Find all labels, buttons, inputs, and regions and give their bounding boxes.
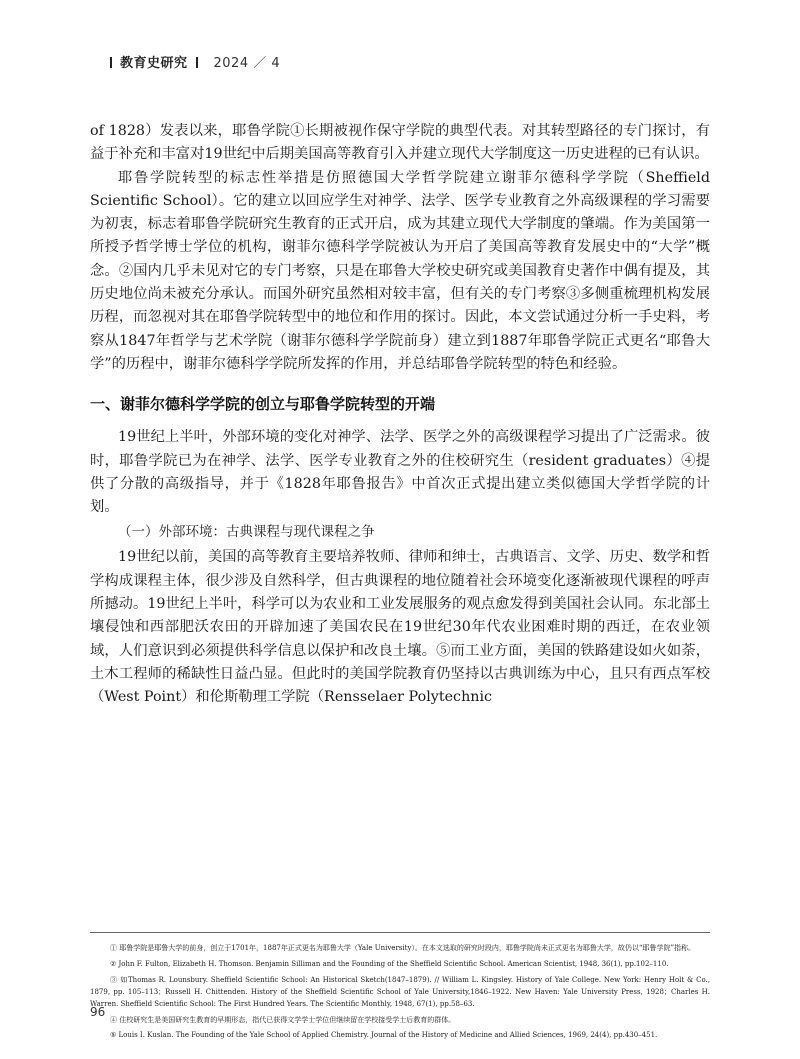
divider-bar [110,57,112,68]
paragraph: 19世纪上半叶，外部环境的变化对神学、法学、医学之外的高级课程学习提出了广泛需求。彼时，耶鲁学院已为在神学、法学、医学专业教育之外的住校研究生（resident graduates）④提供了分散的高级指导，并于《1828年耶鲁报告》中首次正式提出建立类似德国大学哲学院的计划。 [90,429,710,516]
footnote: ⑤ Louis I. Kuslan. The Founding of the Yale School of Applied Chemistry. Journal of the History of Medicine and Allied Sciences, 1969, 24(4), pp.430–451. [110,1031,658,1040]
footnote-rule [90,932,710,933]
main-text [90,120,710,710]
issue-number: 2024 ／ 4 [213,56,281,71]
divider-bar [196,57,198,68]
paragraph: 耶鲁学院转型的标志性举措是仿照德国大学哲学院建立谢菲尔德科学学院（Sheffield Scientific School）。它的建立以回应学生对神学、法学、医学专业教育之外高级课程的学习需要为初衷，标志着耶鲁学院研究生教育的正式开启，成为其建立现代大学制度的肇端。作为美国第一所授予哲学博士学位的机构，谢菲尔德科学学院被认为开启了美国高等教育发展史中的“大学”概念。②国内几乎未见对它的专门考察，只是在耶鲁大学校史研究或美国教育史著作中偶有提及，其历史地位尚未被充分承认。而国外研究虽然相对较丰富，但有关的专门考察③多侧重梳理机构发展历程，而忽视对其在耶鲁学院转型中的地位和作用的探讨。因此，本文尝试通过分析一手史料，考察从1847年哲学与艺术学院（谢菲尔德科学学院前身）建立到1887年耶鲁学院正式更名“耶鲁大学”的历程中，谢菲尔德科学学院所发挥的作用，并总结耶鲁学院转型的特色和经验。 [90,169,710,372]
paragraph: of 1828）发表以来，耶鲁学院①长期被视作保守学院的典型代表。对其转型路径的专门探讨，有益于补充和丰富对19世纪中后期美国高等教育引入并建立现代大学制度这一历史进程的已有认识。 [90,123,710,163]
journal-name: 教育史研究 [120,56,188,71]
footnote: ② John F. Fulton, Elizabeth H. Thomson. Benjamin Silliman and the Founding of the Sheffield Scientific School. American Scientist, 1948, 36(1), pp.102–110. [110,959,669,968]
page-number: 96 [90,1005,106,1019]
section-heading: 一、谢菲尔德科学学院的创立与耶鲁学院转型的开端 [90,395,436,414]
running-head [102,52,280,71]
paragraph: 19世纪以前，美国的高等教育主要培养牧师、律师和绅士，古典语言、文学、历史、数学和哲学构成课程主体，很少涉及自然科学，但古典课程的地位随着社会环境变化逐渐被现代课程的呼声所撼动。19世纪上半叶，科学可以为农业和工业发展服务的观点愈发得到美国社会认同。东北部土壤侵蚀和西部肥沃农田的开辟加速了美国农民在19世纪30年代农业困难时期的西迁，在农业领域，人们意识到必须提供科学信息以保护和改良土壤。⑤而工业方面，美国的铁路建设如火如荼，土木工程师的稀缺性日益凸显。但此时的美国学院教育仍坚持以古典训练为中心，且只有西点军校（West Point）和伦斯勒理工学院（Rensselaer Polytechnic [90,549,710,706]
subsection-heading: （一）外部环境：古典课程与现代课程之争 [118,524,375,541]
footnote: ③ 如Thomas R. Lounsbury. Sheffield Scientific School: An Historical Sketch(1847–1879). // William L. Kingsley. History of Yale College. New York: Henry Holt & Co., 1879, pp. 105–113；Russell H. Chittenden. History of the Sheffield Scientific School of Yale University,1846–1922. New Haven: Yale University Press, 1928；Charles H. Warren. Sheffield Scientific School: The First Hundred Years. The Scientific Monthly, 1948, 67(1), pp.58–63. [90,975,710,1008]
footnote: ④ 住校研究生是美国研究生教育的早期形态，指代已获得文学学士学位但继续留在学校接受学士后教育的群体。 [110,1015,456,1024]
footnote: ① 耶鲁学院是耶鲁大学的前身，创立于1701年，1887年正式更名为耶鲁大学（Yale University）。在本文选取的研究时段内，耶鲁学院尚未正式更名为耶鲁大学，故仍以“耶鲁学院”指称。 [110,944,696,952]
footnotes [90,943,710,1046]
